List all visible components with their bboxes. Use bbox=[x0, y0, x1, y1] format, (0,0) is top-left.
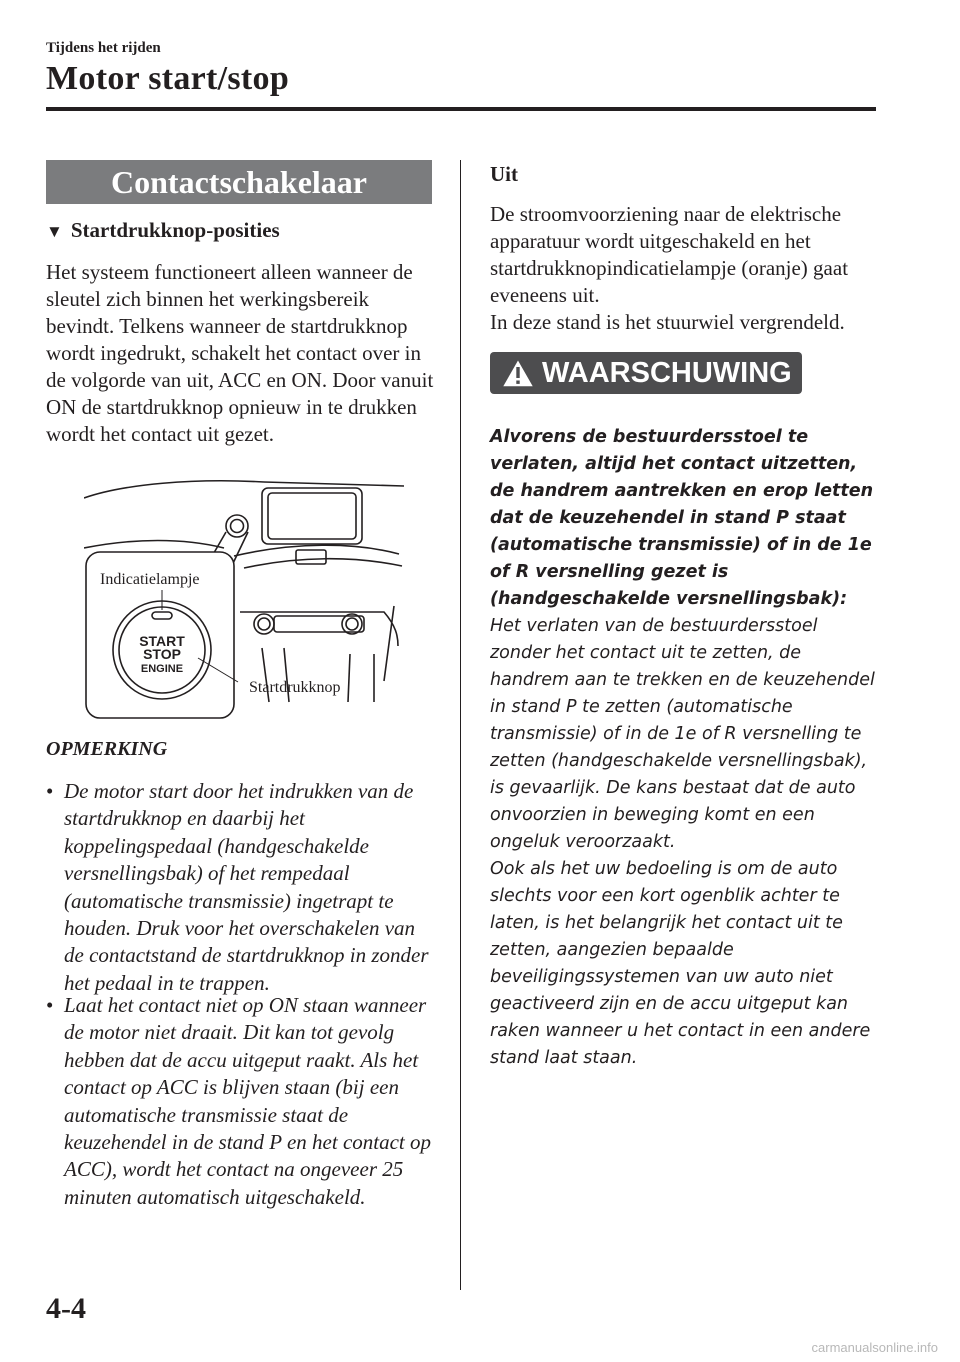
engine-text: ENGINE bbox=[140, 663, 184, 675]
warning-badge bbox=[490, 352, 802, 394]
subsection-title: Startdrukknop-posities bbox=[70, 218, 280, 242]
warning-label: WAARSCHUWING bbox=[542, 357, 792, 389]
page-number: 4-4 bbox=[46, 1292, 86, 1325]
steering-wheel-arc bbox=[84, 541, 224, 549]
chapter-header: Tijdens het rijden bbox=[46, 40, 161, 56]
stop-text: STOP bbox=[143, 646, 181, 662]
warning-body-1: Het verlaten van de bestuurdersstoel zonder het contact uit te zetten, de handrem aan te trekken en de keuzehendel in stand P te zetten (automatische transmissie) of in de 1e of R versnelling te zetten (handgeschakelde versnellingsbak), is gevaarlijk. De kans bestaat dat de auto onvoorzien in beweging komt en een ongeluk veroorzaakt. bbox=[490, 616, 875, 852]
column-divider bbox=[460, 160, 461, 1290]
uit-heading: Uit bbox=[490, 162, 518, 186]
start-text: START bbox=[139, 633, 185, 649]
uit-paragraph-1: De stroomvoorziening naar de elektrische apparatuur wordt uitgeschakeld en het startdrukknopindicatielampje (oranje) gaat eveneens uit. bbox=[490, 202, 849, 307]
warning-text bbox=[490, 424, 880, 1072]
dashboard-line bbox=[84, 481, 264, 498]
warning-body-2: Ook als het uw bedoeling is om de auto slechts voor een kort ogenblik achter te laten, is het belangrijk het contact uit te zetten, aangezien bepaalde beveiligingssystemen van uw auto niet geactiveerd zijn en de accu uitgeput kan raken wanneer u het contact in een andere stand laat staan. bbox=[490, 859, 871, 1068]
subsection-heading bbox=[46, 218, 280, 243]
note-label: OPMERKING bbox=[46, 738, 168, 760]
bullet-icon: • bbox=[46, 779, 54, 803]
watermark: carmanualsonline.info bbox=[811, 1340, 938, 1355]
note-item bbox=[46, 992, 436, 1211]
uit-paragraph-2: In deze stand is het stuurwiel vergrendeld. bbox=[490, 310, 845, 334]
intro-paragraph: Het systeem functioneert alleen wanneer de sleutel zich binnen het werkingsbereik bevindt. Telkens wanneer de startdrukknop wordt ingedrukt, schakelt het contact over in de volgorde van uit, ACC en ON. Door vanuit ON de startdrukknop opnieuw in te drukken wordt het contact uit gezet. bbox=[46, 260, 434, 446]
indicator-label: Indicatielampje bbox=[100, 571, 200, 588]
note-item-text: De motor start door het indrukken van de startdrukknop en daarbij het koppelingspedaal (handgeschakelde versnellingsbak) of het rempedaal (automatische transmissie) ingetrapt te houden. Druk voor het overschakelen van de contactstand de startdrukknop in zonder het pedaal in te trappen. bbox=[64, 779, 429, 995]
warning-triangle-icon bbox=[500, 357, 536, 389]
page-title: Motor start/stop bbox=[46, 60, 290, 97]
center-display-icon bbox=[262, 488, 362, 544]
section-banner: Contactschakelaar bbox=[46, 160, 432, 204]
triangle-marker-icon: ▼ bbox=[46, 222, 63, 241]
button-label: Startdrukknop bbox=[249, 679, 341, 696]
note-item bbox=[46, 778, 436, 997]
note-item-text: Laat het contact niet op ON staan wanneer de motor niet draait. Dit kan tot gevolg hebben dat de accu uitgeput raakt. Als het contact op ACC is blijven staan (bij een automatische transmissie staat de keuzehendel in de stand P en het contact op ACC), wordt het contact na ongeveer 25 minuten automatisch uitgeschakeld. bbox=[64, 993, 432, 1209]
start-button-illustration bbox=[84, 476, 404, 720]
header-divider bbox=[46, 107, 876, 111]
warning-bold-text: Alvorens de bestuurdersstoel te verlaten, altijd het contact uitzetten, de handrem aantrekken en erop letten dat de keuzehendel in stand P staat (automatische transmissie) of in de 1e of R versnelling gezet is (handgeschakelde versnellingsbak): bbox=[490, 427, 874, 609]
start-button-small-icon bbox=[226, 515, 248, 537]
bullet-icon: • bbox=[46, 993, 54, 1017]
uit-paragraph bbox=[490, 201, 880, 336]
